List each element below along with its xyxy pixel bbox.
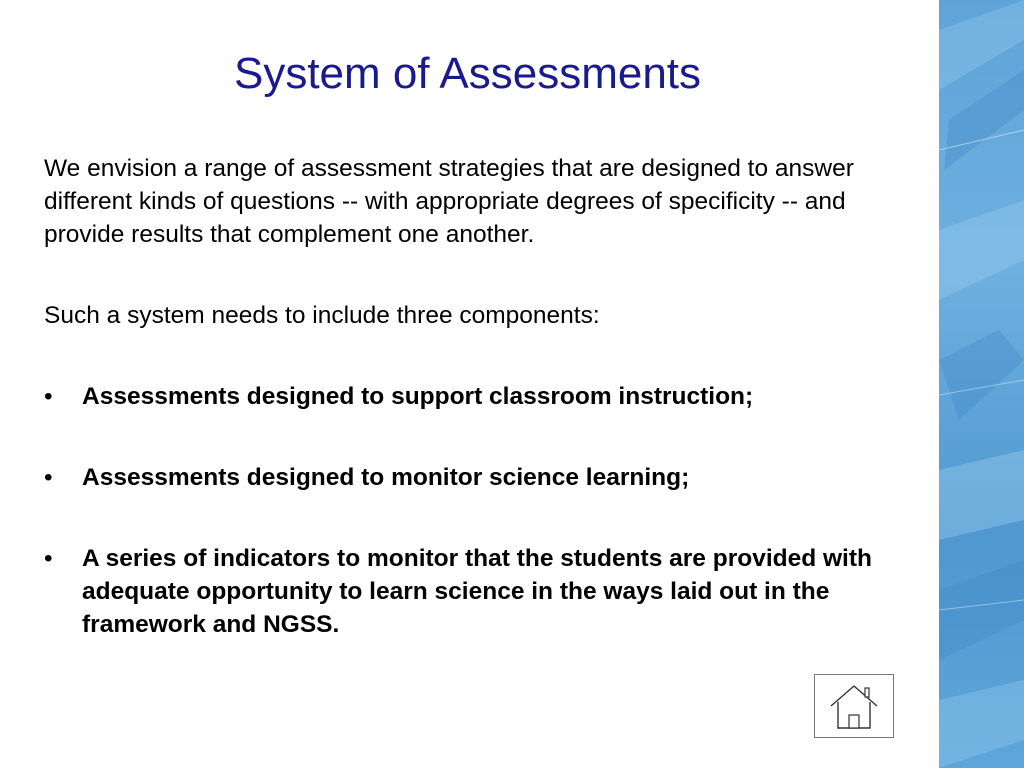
components-lead-in: Such a system needs to include three components: (44, 302, 600, 329)
component-list (44, 380, 904, 641)
list-item-text: Assessments designed to support classroom instruction; (82, 383, 754, 410)
list-item-text: Assessments designed to monitor science learning; (82, 464, 690, 491)
home-button[interactable] (814, 674, 894, 738)
list-item (44, 542, 904, 641)
slide-body (44, 152, 904, 641)
list-item (44, 380, 904, 413)
slide-title: System of Assessments (233, 49, 702, 98)
list-item (44, 461, 904, 494)
list-item-text: A series of indicators to monitor that the students are provided with adequate opportunity to learn science in the ways laid out in the framework and NGSS. (82, 545, 872, 638)
home-icon (828, 680, 880, 732)
bullet-marker: • (44, 545, 53, 572)
decorative-side-band (939, 0, 1024, 768)
bullet-marker: • (44, 464, 53, 491)
bullet-marker: • (44, 383, 53, 410)
intro-paragraph: We envision a range of assessment strategies that are designed to answer different kinds of questions -- with appropriate degrees of specificity -- and provide results that complement one another. (44, 155, 854, 248)
